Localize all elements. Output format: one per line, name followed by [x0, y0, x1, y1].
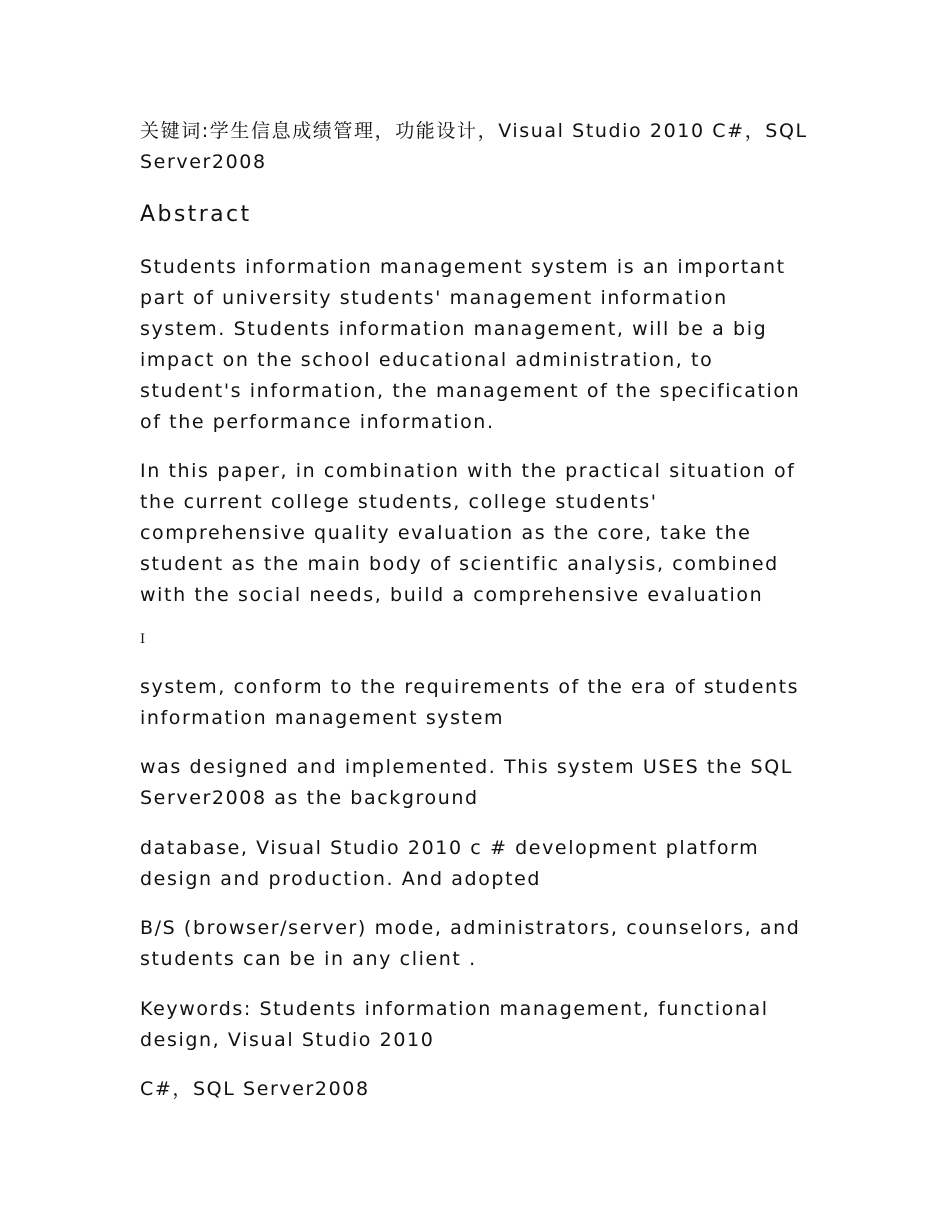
- abstract-paragraph-2: In this paper, in combination with the practical situation of the current college students, college students' comprehensive quality evaluation as the core, take the student as the main body of scientific analysis, combined with the social needs, build a comprehensive evaluation: [140, 460, 796, 606]
- abstract-paragraph-5: database, Visual Studio 2010 c # development platform design and production. And adopted: [140, 837, 760, 890]
- english-keywords: Keywords: Students information management, functional design, Visual Studio 2010: [140, 998, 769, 1051]
- keywords-chinese: 关键词:学生信息成绩管理，功能设计，Visual Studio 2010 C#，SQL Server2008: [140, 120, 808, 173]
- page-number: I: [140, 632, 146, 647]
- abstract-paragraph-3: system, conform to the requirements of the era of students information management system: [140, 676, 800, 729]
- abstract-paragraph-6: B/S (browser/server) mode, administrators, counselors, and students can be in any client .: [140, 917, 801, 970]
- abstract-paragraph-1: Students information management system is an important part of university students' management information system. Students information management, will be a big impact on the school educational administration, to student's information, the management of the specification of the performance information.: [140, 256, 801, 433]
- abstract-heading: Abstract: [140, 202, 252, 227]
- english-keywords-continued: C#，SQL Server2008: [140, 1078, 370, 1100]
- abstract-paragraph-4: was designed and implemented. This system USES the SQL Server2008 as the background: [140, 756, 793, 809]
